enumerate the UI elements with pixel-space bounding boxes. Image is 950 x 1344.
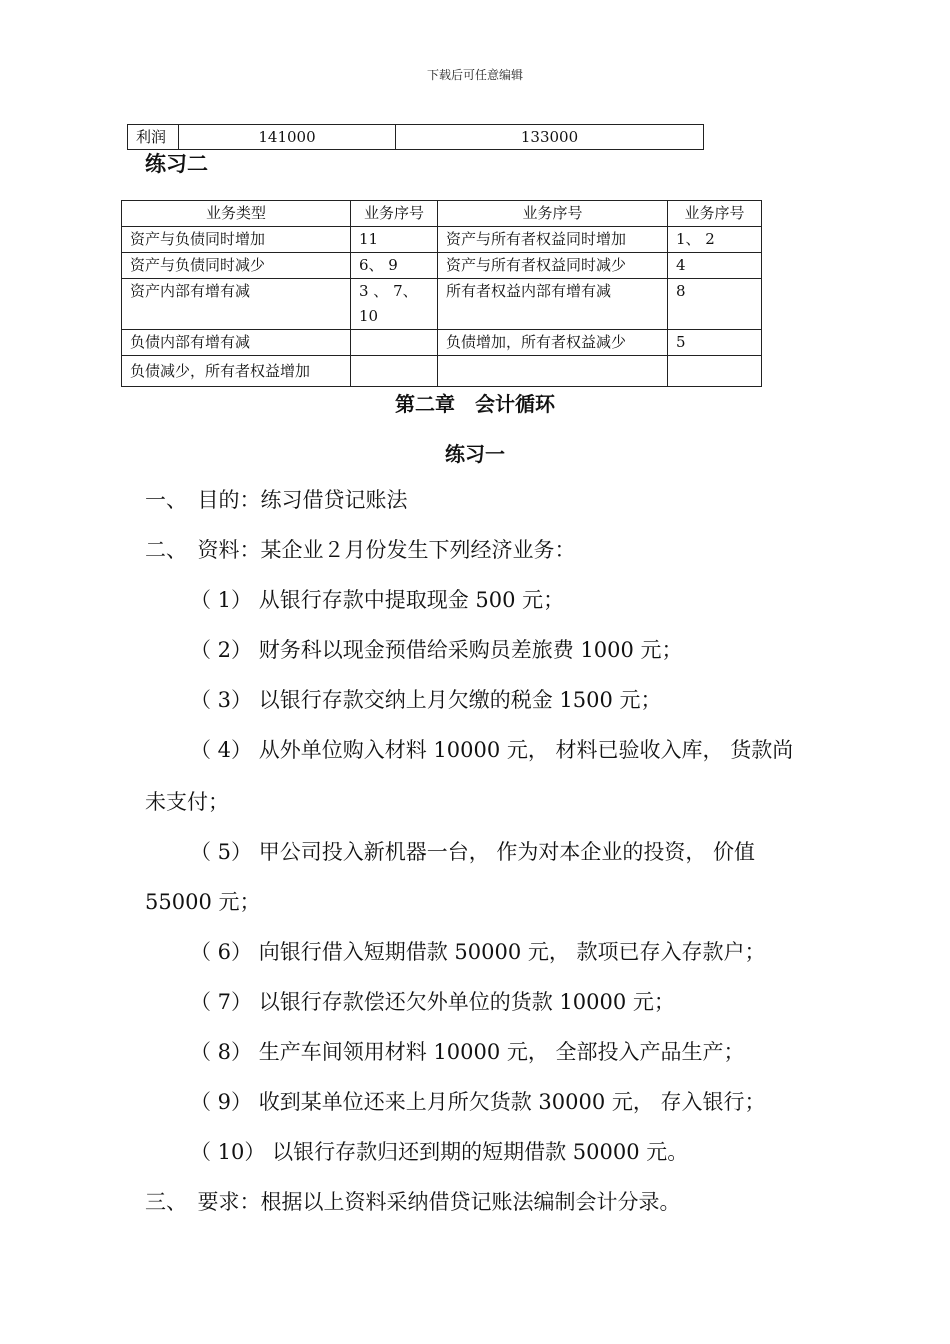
table-row [122,279,762,330]
list-item: （ 5） 甲公司投入新机器一台， 作为对本企业的投资， 价值 [190,840,756,864]
table-cell: 资产与所有者权益同时增加 [438,227,668,253]
table-cell-multiline [351,279,438,330]
business-type-table [121,200,762,387]
list-item: （ 2） 财务科以现金预借给采购员差旅费 1000 元； [190,638,683,662]
list-item: （ 4） 从外单位购入材料 10000 元， 材料已验收入库， 货款尚 [190,738,794,762]
list-item: （ 7） 以银行存款偿还欠外单位的货款 10000 元； [190,990,675,1014]
list-item: （ 8） 生产车间领用材料 10000 元， 全部投入产品生产； [190,1040,745,1064]
header-cell: 业务序号 [351,201,438,227]
table-cell: 资产与所有者权益同时减少 [438,253,668,279]
cell-line: 3 、 7、 [359,282,418,300]
table-row [122,356,762,387]
exercise-1-title: 练习一 [445,442,505,466]
chapter-title: 第二章 会计循环 [395,392,555,416]
section-materials: 二、 资料：某企业２月份发生下列经济业务： [145,538,576,562]
profit-value-2: 133000 [396,125,704,150]
table-cell: 11 [351,227,438,253]
cell-line: 10 [359,307,379,325]
table-cell [668,356,762,387]
table-cell: 6、 9 [351,253,438,279]
list-item-continuation: 55000 元； [145,890,261,914]
exercise-2-title: 练习二 [145,152,208,176]
profit-value-1: 141000 [179,125,396,150]
table-cell: 负债增加，所有者权益减少 [438,330,668,356]
table-row [122,330,762,356]
list-item: （ 3） 以银行存款交纳上月欠缴的税金 1500 元； [190,688,662,712]
list-item: （ 10） 以银行存款归还到期的短期借款 50000 元。 [190,1140,689,1164]
table-row [122,227,762,253]
profit-table [127,124,704,150]
list-item-continuation: 未支付； [145,790,229,814]
table-cell: 1、 2 [668,227,762,253]
header-note: 下载后可任意编辑 [426,68,523,82]
table-cell [351,330,438,356]
table-cell: 资产与负债同时减少 [122,253,351,279]
list-item: （ 1） 从银行存款中提取现金 500 元； [190,588,565,612]
table-cell: 资产内部有增有减 [122,279,351,330]
table-cell: 5 [668,330,762,356]
header-cell: 业务类型 [122,201,351,227]
table-cell: 资产与负债同时增加 [122,227,351,253]
section-requirement: 三、 要求：根据以上资料采纳借贷记账法编制会计分录。 [145,1190,681,1214]
profit-label: 利润 [128,125,179,150]
table-cell [351,356,438,387]
table-cell: 负债内部有增有减 [122,330,351,356]
table-row [122,253,762,279]
header-cell: 业务序号 [668,201,762,227]
table-cell: 所有者权益内部有增有减 [438,279,668,330]
table-cell: 4 [668,253,762,279]
table-header-row [122,201,762,227]
table-cell: 负债减少，所有者权益增加 [122,356,351,387]
list-item: （ 6） 向银行借入短期借款 50000 元， 款项已存入存款户； [190,940,766,964]
table-cell [438,356,668,387]
table-row [128,125,704,150]
table-cell: 8 [668,279,762,330]
header-cell: 业务序号 [438,201,668,227]
list-item: （ 9） 收到某单位还来上月所欠货款 30000 元， 存入银行； [190,1090,766,1114]
section-purpose: 一、 目的：练习借贷记账法 [145,488,408,512]
